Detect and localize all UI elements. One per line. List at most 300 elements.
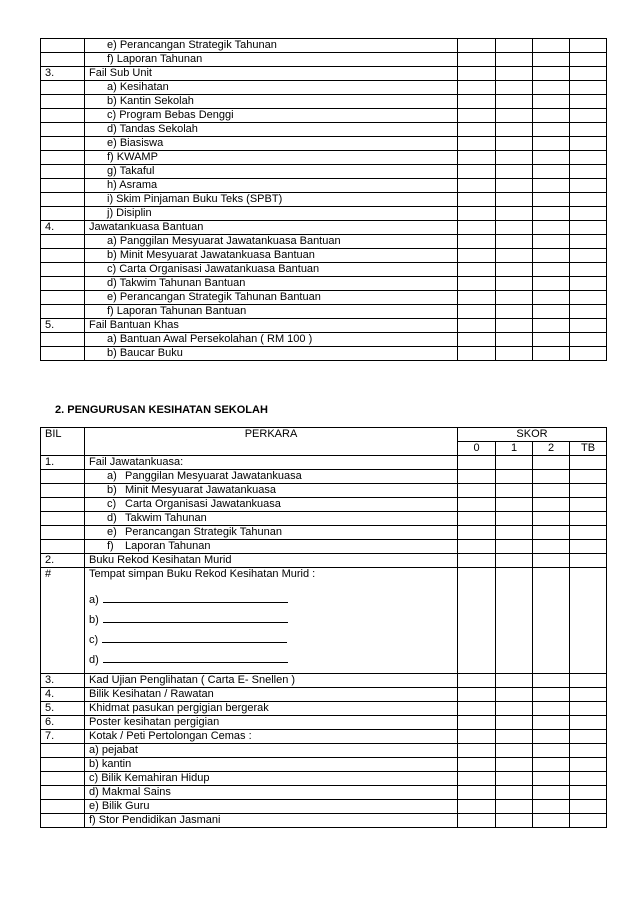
blank-field[interactable] [103,613,288,623]
score-cell[interactable] [533,814,570,828]
row-item: d) Tandas Sekolah [85,123,458,137]
score-cell[interactable] [533,772,570,786]
score-cell[interactable] [458,319,496,333]
score-cell[interactable] [496,702,533,716]
score-cell[interactable] [458,716,496,730]
score-cell[interactable] [570,568,607,674]
score-cell[interactable] [570,123,607,137]
row-item: d) Makmal Sains [85,786,458,800]
score-cell[interactable] [570,319,607,333]
score-cell[interactable] [458,165,496,179]
score-cell[interactable] [570,81,607,95]
row-bil: 5. [41,702,85,716]
score-cell[interactable] [533,249,570,263]
score-cell[interactable] [496,137,533,151]
table-row [41,512,607,526]
score-cell[interactable] [458,81,496,95]
score-cell[interactable] [496,730,533,744]
row-bil: 1. [41,456,85,470]
row-item [85,512,458,526]
table-row [41,95,607,109]
row-item: Kad Ujian Penglihatan ( Carta E- Snellen ) [85,674,458,688]
score-cell[interactable] [458,207,496,221]
table-row [41,221,607,235]
score-cell[interactable] [533,277,570,291]
score-cell[interactable] [458,39,496,53]
score-cell[interactable] [533,800,570,814]
blank-label: c) [89,634,99,646]
table-row [41,484,607,498]
score-cell[interactable] [533,554,570,568]
table-row [41,674,607,688]
score-cell[interactable] [458,758,496,772]
score-cell[interactable] [533,786,570,800]
table-row [41,291,607,305]
row-item [85,568,458,674]
table-row [41,235,607,249]
score-cell[interactable] [570,221,607,235]
score-cell[interactable] [458,305,496,319]
score-cell[interactable] [458,688,496,702]
score-cell[interactable] [533,53,570,67]
item-text: Perancangan Strategik Tahunan [125,526,282,538]
score-cell[interactable] [570,151,607,165]
table-row [41,716,607,730]
row-bil [41,53,85,67]
score-cell[interactable] [533,109,570,123]
row-bil [41,277,85,291]
blank-label: a) [89,594,99,606]
score-cell[interactable] [533,674,570,688]
table-row [41,800,607,814]
score-cell[interactable] [533,67,570,81]
row-bil [41,39,85,53]
row-item: h) Asrama [85,179,458,193]
score-cell[interactable] [570,758,607,772]
score-cell[interactable] [496,716,533,730]
health-management-table [40,427,607,828]
score-cell[interactable] [496,95,533,109]
row-bil: 3. [41,67,85,81]
score-cell[interactable] [570,165,607,179]
score-cell[interactable] [458,554,496,568]
row-item: b) Baucar Buku [85,347,458,361]
table-row [41,702,607,716]
score-cell[interactable] [496,688,533,702]
row-bil: 4. [41,688,85,702]
table-row [41,67,607,81]
score-cell[interactable] [458,235,496,249]
table-row [41,193,607,207]
row-bil [41,95,85,109]
score-cell[interactable] [458,730,496,744]
score-cell[interactable] [496,347,533,361]
score-cell[interactable] [570,109,607,123]
score-cell[interactable] [533,263,570,277]
row-item [85,470,458,484]
score-cell[interactable] [570,674,607,688]
row-item: e) Perancangan Strategik Tahunan Bantuan [85,291,458,305]
header-score-2: 2 [533,442,570,456]
row-item: e) Bilik Guru [85,800,458,814]
score-cell[interactable] [570,786,607,800]
row-item: Fail Jawatankuasa: [85,456,458,470]
score-cell[interactable] [570,814,607,828]
score-cell[interactable] [458,526,496,540]
row-item: c) Carta Organisasi Jawatankuasa Bantuan [85,263,458,277]
score-cell[interactable] [533,333,570,347]
row-bil [41,772,85,786]
score-cell[interactable] [496,772,533,786]
score-cell[interactable] [458,470,496,484]
row-item: Khidmat pasukan pergigian bergerak [85,702,458,716]
score-cell[interactable] [458,137,496,151]
table-row [41,39,607,53]
header-skor: SKOR [458,428,607,442]
row-bil [41,81,85,95]
score-cell[interactable] [533,540,570,554]
row-item [85,498,458,512]
score-cell[interactable] [533,39,570,53]
row-item: a) pejabat [85,744,458,758]
score-cell[interactable] [533,123,570,137]
score-cell[interactable] [570,193,607,207]
score-cell[interactable] [496,249,533,263]
score-cell[interactable] [570,554,607,568]
score-cell[interactable] [533,568,570,674]
header-perkara: PERKARA [85,428,458,456]
table-row [41,758,607,772]
score-cell[interactable] [496,526,533,540]
score-cell[interactable] [496,800,533,814]
table-row [41,305,607,319]
score-cell[interactable] [458,249,496,263]
score-cell[interactable] [533,137,570,151]
score-cell[interactable] [570,291,607,305]
score-cell[interactable] [570,800,607,814]
blank-field[interactable] [102,633,287,643]
row-bil: 7. [41,730,85,744]
score-cell[interactable] [458,53,496,67]
table-row [41,786,607,800]
score-cell[interactable] [533,456,570,470]
score-cell[interactable] [570,526,607,540]
table-row [41,207,607,221]
score-cell[interactable] [496,193,533,207]
table-row [41,568,607,674]
header-score-tb: TB [570,442,607,456]
row-bil: 6. [41,716,85,730]
item-text: Takwim Tahunan [125,512,207,524]
score-cell[interactable] [533,484,570,498]
score-cell[interactable] [496,786,533,800]
score-cell[interactable] [570,702,607,716]
score-cell[interactable] [496,568,533,674]
score-cell[interactable] [496,207,533,221]
score-cell[interactable] [458,263,496,277]
score-cell[interactable] [496,151,533,165]
score-cell[interactable] [570,263,607,277]
score-cell[interactable] [496,319,533,333]
row-bil [41,235,85,249]
row-bil [41,249,85,263]
score-cell[interactable] [458,674,496,688]
score-cell[interactable] [496,512,533,526]
table-row [41,263,607,277]
score-cell[interactable] [496,291,533,305]
score-cell[interactable] [496,674,533,688]
table-row [41,137,607,151]
table-row [41,123,607,137]
row-bil [41,137,85,151]
score-cell[interactable] [533,688,570,702]
score-cell[interactable] [496,540,533,554]
table-row [41,333,607,347]
score-cell[interactable] [496,498,533,512]
score-cell[interactable] [496,123,533,137]
score-cell[interactable] [458,193,496,207]
table-row [41,109,607,123]
score-cell[interactable] [533,235,570,249]
item-text: Panggilan Mesyuarat Jawatankuasa [125,470,302,482]
score-cell[interactable] [533,470,570,484]
blank-line [89,633,457,653]
score-cell[interactable] [533,221,570,235]
score-cell[interactable] [458,800,496,814]
score-cell[interactable] [570,53,607,67]
table-row [41,319,607,333]
row-item: j) Disiplin [85,207,458,221]
score-cell[interactable] [533,744,570,758]
score-cell[interactable] [570,484,607,498]
score-cell[interactable] [458,221,496,235]
table-row [41,498,607,512]
table-row [41,277,607,291]
row-bil [41,123,85,137]
score-cell[interactable] [570,730,607,744]
row-item: f) Laporan Tahunan [85,53,458,67]
score-cell[interactable] [458,702,496,716]
row-item: g) Takaful [85,165,458,179]
score-cell[interactable] [533,702,570,716]
blank-line [89,593,457,613]
score-cell[interactable] [533,730,570,744]
score-cell[interactable] [458,814,496,828]
row-item: f) Stor Pendidikan Jasmani [85,814,458,828]
score-cell[interactable] [496,235,533,249]
score-cell[interactable] [496,67,533,81]
score-cell[interactable] [533,347,570,361]
score-cell[interactable] [570,179,607,193]
row-item: Jawatankuasa Bantuan [85,221,458,235]
score-cell[interactable] [496,484,533,498]
score-cell[interactable] [458,540,496,554]
score-cell[interactable] [496,53,533,67]
row-item: Poster kesihatan pergigian [85,716,458,730]
table-row [41,249,607,263]
score-cell[interactable] [533,193,570,207]
row-bil [41,179,85,193]
score-cell[interactable] [570,456,607,470]
score-cell[interactable] [458,291,496,305]
score-cell[interactable] [458,277,496,291]
score-cell[interactable] [458,151,496,165]
score-cell[interactable] [458,744,496,758]
item-letter: b) [107,484,117,496]
row-bil: 3. [41,674,85,688]
table-row [41,730,607,744]
score-cell[interactable] [496,456,533,470]
blank-label: d) [89,654,99,666]
row-bil [41,151,85,165]
row-bil [41,484,85,498]
score-cell[interactable] [458,456,496,470]
row-bil [41,347,85,361]
table-row [41,554,607,568]
score-cell[interactable] [570,470,607,484]
item-text: Tempat simpan Buku Rekod Kesihatan Murid : [89,568,316,580]
table-row [41,151,607,165]
score-cell[interactable] [496,277,533,291]
score-cell[interactable] [458,109,496,123]
blank-line [89,613,457,633]
table-row [41,347,607,361]
score-cell[interactable] [533,95,570,109]
row-bil [41,291,85,305]
row-item: c) Bilik Kemahiran Hidup [85,772,458,786]
row-item: Fail Sub Unit [85,67,458,81]
score-cell[interactable] [496,39,533,53]
score-cell[interactable] [458,123,496,137]
score-cell[interactable] [458,333,496,347]
score-cell[interactable] [570,512,607,526]
row-bil: 2. [41,554,85,568]
score-cell[interactable] [570,249,607,263]
score-cell[interactable] [533,319,570,333]
score-cell[interactable] [458,512,496,526]
score-cell[interactable] [570,498,607,512]
blank-label: b) [89,614,99,626]
row-bil [41,814,85,828]
blank-field[interactable] [103,653,288,663]
score-cell[interactable] [570,347,607,361]
row-item: Fail Bantuan Khas [85,319,458,333]
blank-line [89,653,457,673]
score-cell[interactable] [496,263,533,277]
row-bil [41,470,85,484]
score-cell[interactable] [570,744,607,758]
row-item [85,484,458,498]
score-cell[interactable] [496,165,533,179]
row-bil: # [41,568,85,674]
item-text: Laporan Tahunan [125,540,211,552]
score-cell[interactable] [496,109,533,123]
score-cell[interactable] [533,758,570,772]
score-cell[interactable] [533,498,570,512]
score-cell[interactable] [533,151,570,165]
table-row [41,688,607,702]
item-letter: d) [107,512,117,524]
score-cell[interactable] [570,277,607,291]
row-item: b) Minit Mesyuarat Jawatankuasa Bantuan [85,249,458,263]
score-cell[interactable] [570,688,607,702]
score-cell[interactable] [533,291,570,305]
score-cell[interactable] [496,221,533,235]
score-cell[interactable] [533,81,570,95]
row-bil [41,109,85,123]
score-cell[interactable] [458,772,496,786]
row-bil [41,800,85,814]
score-cell[interactable] [570,95,607,109]
score-cell[interactable] [458,786,496,800]
score-cell[interactable] [458,179,496,193]
score-cell[interactable] [570,333,607,347]
score-cell[interactable] [496,470,533,484]
row-bil [41,526,85,540]
item-letter: c) [107,498,117,510]
score-cell[interactable] [570,67,607,81]
row-bil [41,263,85,277]
header-score-0: 0 [458,442,496,456]
row-bil [41,333,85,347]
score-cell[interactable] [458,568,496,674]
row-bil [41,165,85,179]
row-bil [41,498,85,512]
score-cell[interactable] [458,67,496,81]
row-item: f) Laporan Tahunan Bantuan [85,305,458,319]
row-item: b) Kantin Sekolah [85,95,458,109]
item-letter: f) [107,540,114,552]
row-bil [41,744,85,758]
table-row [41,772,607,786]
score-cell[interactable] [533,716,570,730]
score-cell[interactable] [496,758,533,772]
score-cell[interactable] [570,716,607,730]
score-cell[interactable] [458,498,496,512]
score-cell[interactable] [496,554,533,568]
blank-field[interactable] [103,593,288,603]
score-cell[interactable] [533,165,570,179]
score-cell[interactable] [458,347,496,361]
score-cell[interactable] [458,484,496,498]
row-bil [41,540,85,554]
score-cell[interactable] [496,305,533,319]
score-cell[interactable] [570,772,607,786]
score-cell[interactable] [496,814,533,828]
score-cell[interactable] [533,179,570,193]
score-cell[interactable] [496,81,533,95]
score-cell[interactable] [533,512,570,526]
score-cell[interactable] [570,305,607,319]
row-item: e) Biasiswa [85,137,458,151]
score-cell[interactable] [533,207,570,221]
row-item: d) Takwim Tahunan Bantuan [85,277,458,291]
score-cell[interactable] [496,179,533,193]
score-cell[interactable] [533,526,570,540]
score-cell[interactable] [570,137,607,151]
score-cell[interactable] [570,540,607,554]
score-cell[interactable] [570,39,607,53]
row-bil: 4. [41,221,85,235]
score-cell[interactable] [570,235,607,249]
score-cell[interactable] [496,333,533,347]
score-cell[interactable] [458,95,496,109]
table-row [41,814,607,828]
score-cell[interactable] [533,305,570,319]
score-cell[interactable] [570,207,607,221]
score-cell[interactable] [496,744,533,758]
row-bil [41,305,85,319]
